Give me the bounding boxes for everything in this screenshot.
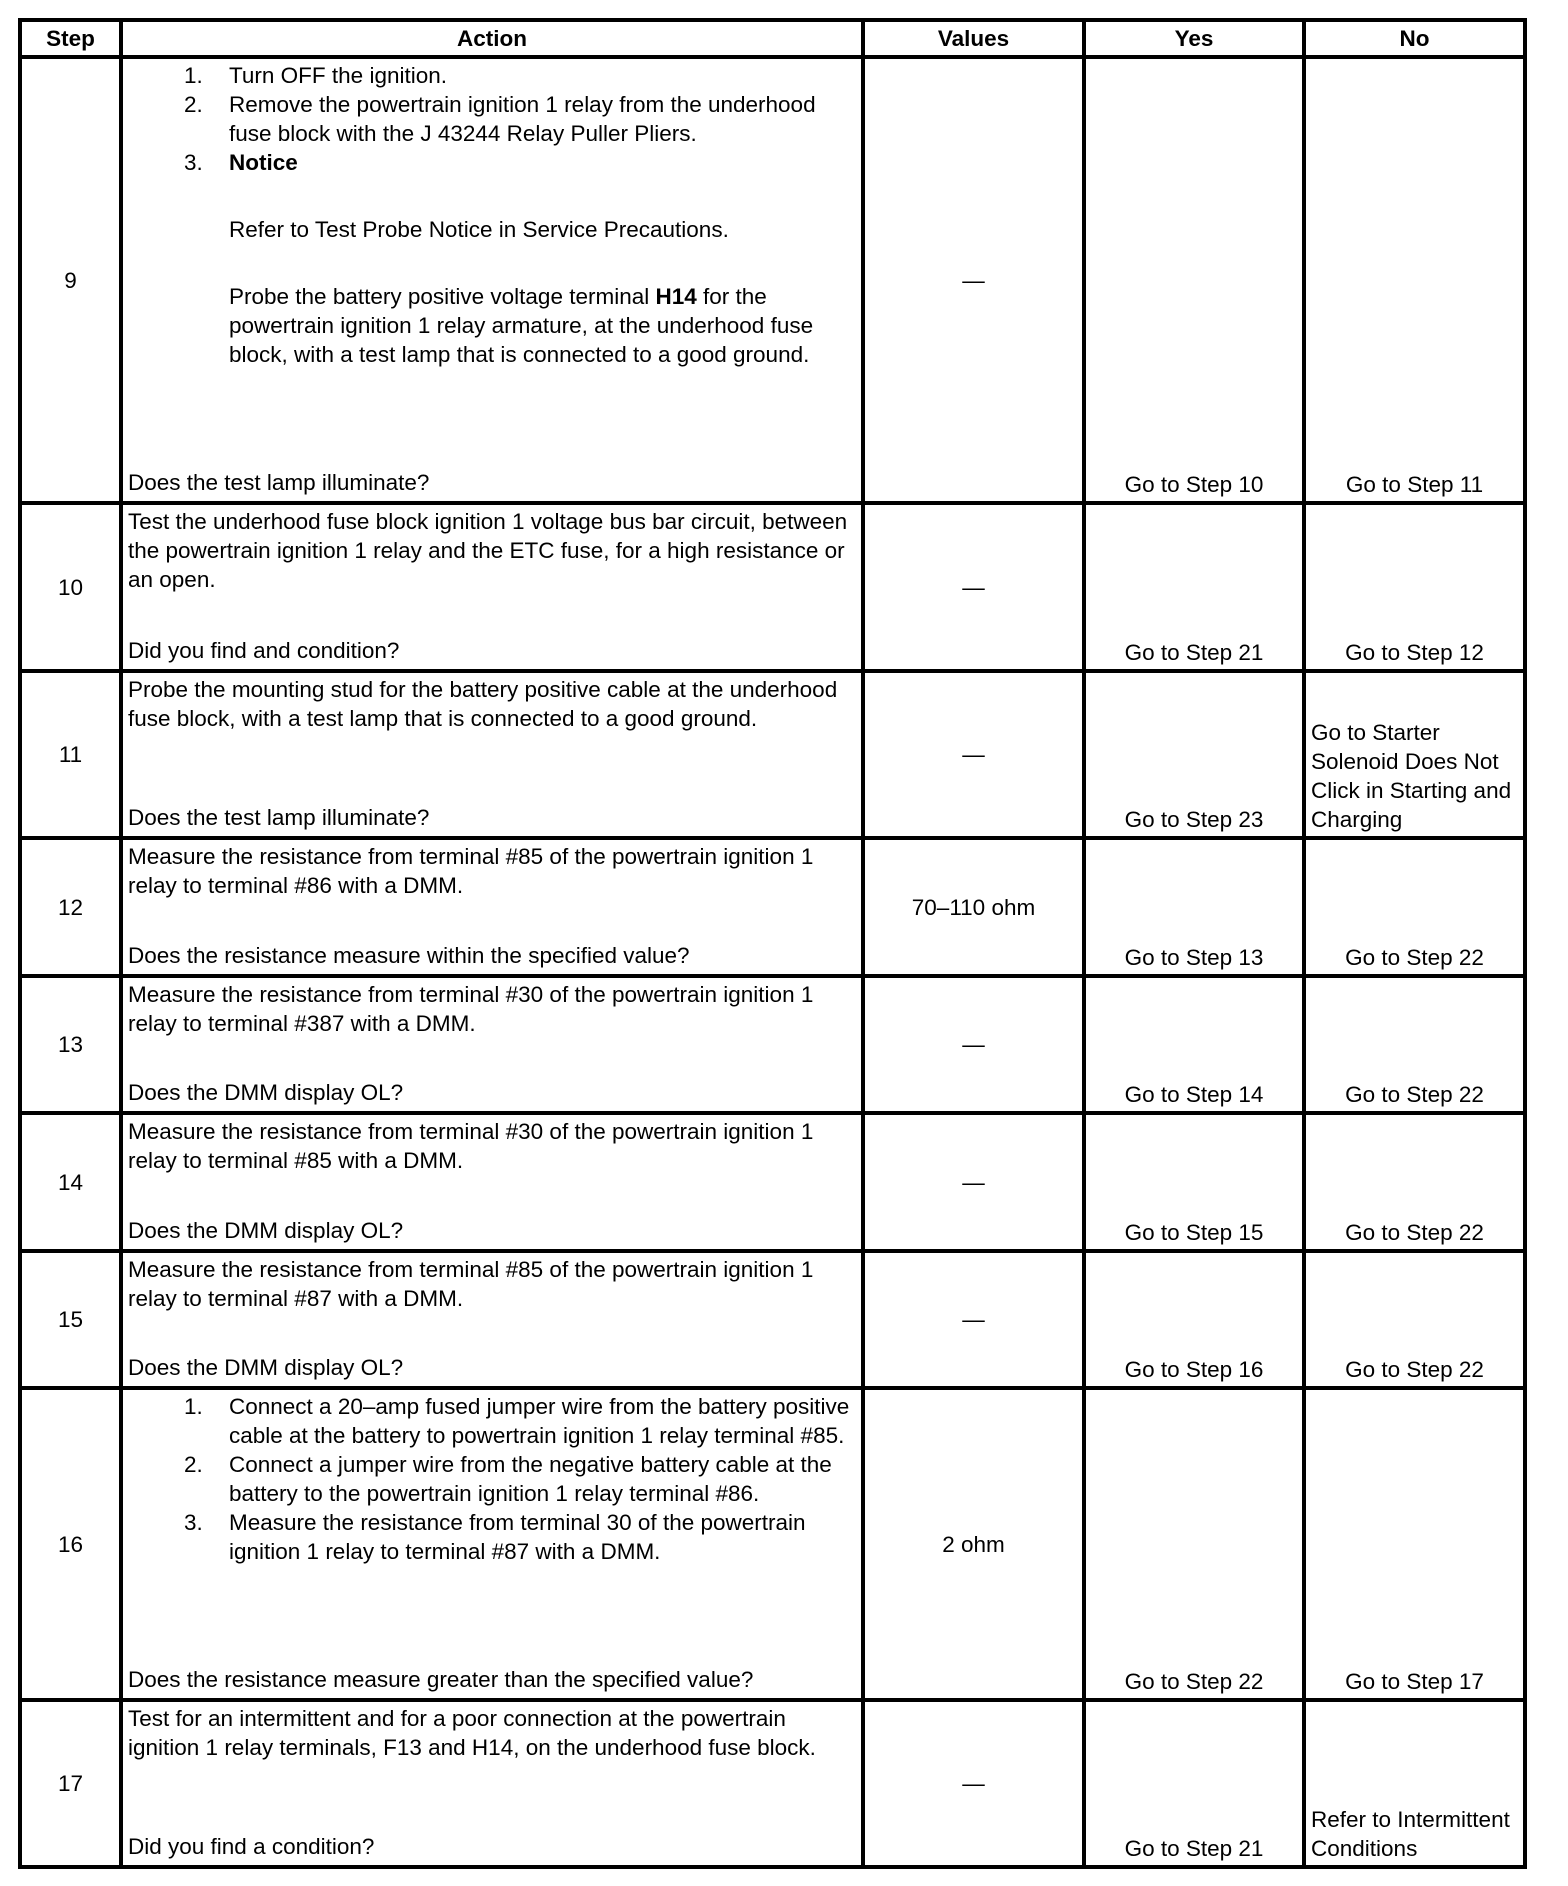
no-cell[interactable]: Go to Step 17 <box>1304 1388 1525 1700</box>
action-cell <box>121 1251 863 1388</box>
table-row <box>20 838 1525 976</box>
step-number: 12 <box>20 838 121 976</box>
header-step: Step <box>20 20 121 57</box>
table-row <box>20 1700 1525 1867</box>
table-row <box>20 1113 1525 1251</box>
action-question: Does the DMM display OL? <box>128 1080 404 1105</box>
notice-label: Notice <box>229 150 298 175</box>
header-yes: Yes <box>1084 20 1304 57</box>
table-row <box>20 1388 1525 1700</box>
value-cell: — <box>863 57 1084 503</box>
yes-cell[interactable]: Go to Step 10 <box>1084 57 1304 503</box>
action-list <box>128 61 856 369</box>
no-cell[interactable]: Refer to Intermittent Conditions <box>1304 1700 1525 1867</box>
action-cell <box>121 503 863 671</box>
action-cell <box>121 57 863 503</box>
step-number: 10 <box>20 503 121 671</box>
step-number: 15 <box>20 1251 121 1388</box>
action-cell <box>121 1113 863 1251</box>
yes-cell[interactable]: Go to Step 16 <box>1084 1251 1304 1388</box>
list-item: 2. Connect a jumper wire from the negative battery cable at the battery to the powertrain ignition 1 relay terminal #86. <box>184 1452 832 1506</box>
yes-cell[interactable]: Go to Step 21 <box>1084 503 1304 671</box>
action-text: Measure the resistance from terminal #30 of the powertrain ignition 1 relay to terminal #85 with a DMM. <box>128 1119 814 1173</box>
table-row <box>20 503 1525 671</box>
action-text: Measure the resistance from terminal #85 of the powertrain ignition 1 relay to terminal #86 with a DMM. <box>128 844 814 898</box>
value-cell: 70–110 ohm <box>863 838 1084 976</box>
action-text: Probe the mounting stud for the battery positive cable at the underhood fuse block, with a test lamp that is connected to a good ground. <box>128 677 838 731</box>
action-list <box>128 1392 856 1566</box>
action-cell <box>121 838 863 976</box>
header-action: Action <box>121 20 863 57</box>
table-row <box>20 1251 1525 1388</box>
notice-text: Refer to Test Probe Notice in Service Precautions. <box>229 217 729 242</box>
action-question: Does the DMM display OL? <box>128 1218 404 1243</box>
action-cell <box>121 671 863 838</box>
action-text: Measure the resistance from terminal #85 of the powertrain ignition 1 relay to terminal #87 with a DMM. <box>128 1257 814 1311</box>
action-cell <box>121 1700 863 1867</box>
table-row <box>20 976 1525 1113</box>
probe-instruction: Probe the battery positive voltage terminal H14 for the powertrain ignition 1 relay armature, at the underhood fuse block, with a test lamp that is connected to a good ground. <box>229 284 814 367</box>
list-item: 1. Turn OFF the ignition. <box>184 63 448 88</box>
no-cell[interactable]: Go to Step 22 <box>1304 838 1525 976</box>
no-cell[interactable]: Go to Starter Solenoid Does Not Click in Starting and Charging <box>1304 671 1525 838</box>
step-number: 9 <box>20 57 121 503</box>
no-cell[interactable]: Go to Step 22 <box>1304 1113 1525 1251</box>
yes-cell[interactable]: Go to Step 21 <box>1084 1700 1304 1867</box>
value-cell: — <box>863 1700 1084 1867</box>
action-question: Does the DMM display OL? <box>128 1355 404 1380</box>
list-item: 3. Measure the resistance from terminal 30 of the powertrain ignition 1 relay to terminal #87 with a DMM. <box>184 1510 806 1564</box>
value-cell: — <box>863 1251 1084 1388</box>
yes-cell[interactable]: Go to Step 13 <box>1084 838 1304 976</box>
action-question: Did you find a condition? <box>128 1834 375 1859</box>
value-cell: — <box>863 976 1084 1113</box>
list-item: 3. Notice Refer to Test Probe Notice in Service Precautions. Probe the battery positive voltage terminal H14 for the powertrain ignition 1 relay armature, at the underhood fuse block, with a test lamp that is connected to a good ground. <box>128 148 856 369</box>
value-cell: — <box>863 1113 1084 1251</box>
yes-cell[interactable]: Go to Step 23 <box>1084 671 1304 838</box>
no-cell[interactable]: Go to Step 22 <box>1304 976 1525 1113</box>
action-question: Did you find and condition? <box>128 638 400 663</box>
step-number: 17 <box>20 1700 121 1867</box>
step-number: 14 <box>20 1113 121 1251</box>
yes-cell[interactable]: Go to Step 22 <box>1084 1388 1304 1700</box>
no-cell[interactable]: Go to Step 11 <box>1304 57 1525 503</box>
action-cell <box>121 976 863 1113</box>
list-item: 1. Connect a 20–amp fused jumper wire from the battery positive cable at the battery to powertrain ignition 1 relay terminal #85. <box>184 1394 850 1448</box>
table-row <box>20 57 1525 503</box>
value-cell: — <box>863 503 1084 671</box>
action-question: Does the test lamp illuminate? <box>128 470 430 495</box>
value-cell: 2 ohm <box>863 1388 1084 1700</box>
yes-cell[interactable]: Go to Step 14 <box>1084 976 1304 1113</box>
step-number: 11 <box>20 671 121 838</box>
action-text: Measure the resistance from terminal #30 of the powertrain ignition 1 relay to terminal #387 with a DMM. <box>128 982 814 1036</box>
header-values: Values <box>863 20 1084 57</box>
action-text: Test the underhood fuse block ignition 1 voltage bus bar circuit, between the powertrain ignition 1 relay and the ETC fuse, for a high resistance or an open. <box>128 509 848 592</box>
no-cell[interactable]: Go to Step 22 <box>1304 1251 1525 1388</box>
yes-cell[interactable]: Go to Step 15 <box>1084 1113 1304 1251</box>
list-item: 2. Remove the powertrain ignition 1 relay from the underhood fuse block with the J 43244 Relay Puller Pliers. <box>184 92 816 146</box>
diagnostic-table <box>18 18 1527 1869</box>
action-question: Does the test lamp illuminate? <box>128 805 430 830</box>
header-no: No <box>1304 20 1525 57</box>
header-row <box>20 20 1525 57</box>
value-cell: — <box>863 671 1084 838</box>
table-row <box>20 671 1525 838</box>
step-number: 16 <box>20 1388 121 1700</box>
step-number: 13 <box>20 976 121 1113</box>
action-question: Does the resistance measure greater than the specified value? <box>128 1667 754 1692</box>
action-question: Does the resistance measure within the specified value? <box>128 943 690 968</box>
no-cell[interactable]: Go to Step 12 <box>1304 503 1525 671</box>
action-text: Test for an intermittent and for a poor connection at the powertrain ignition 1 relay terminals, F13 and H14, on the underhood fuse block. <box>128 1706 816 1760</box>
action-cell <box>121 1388 863 1700</box>
